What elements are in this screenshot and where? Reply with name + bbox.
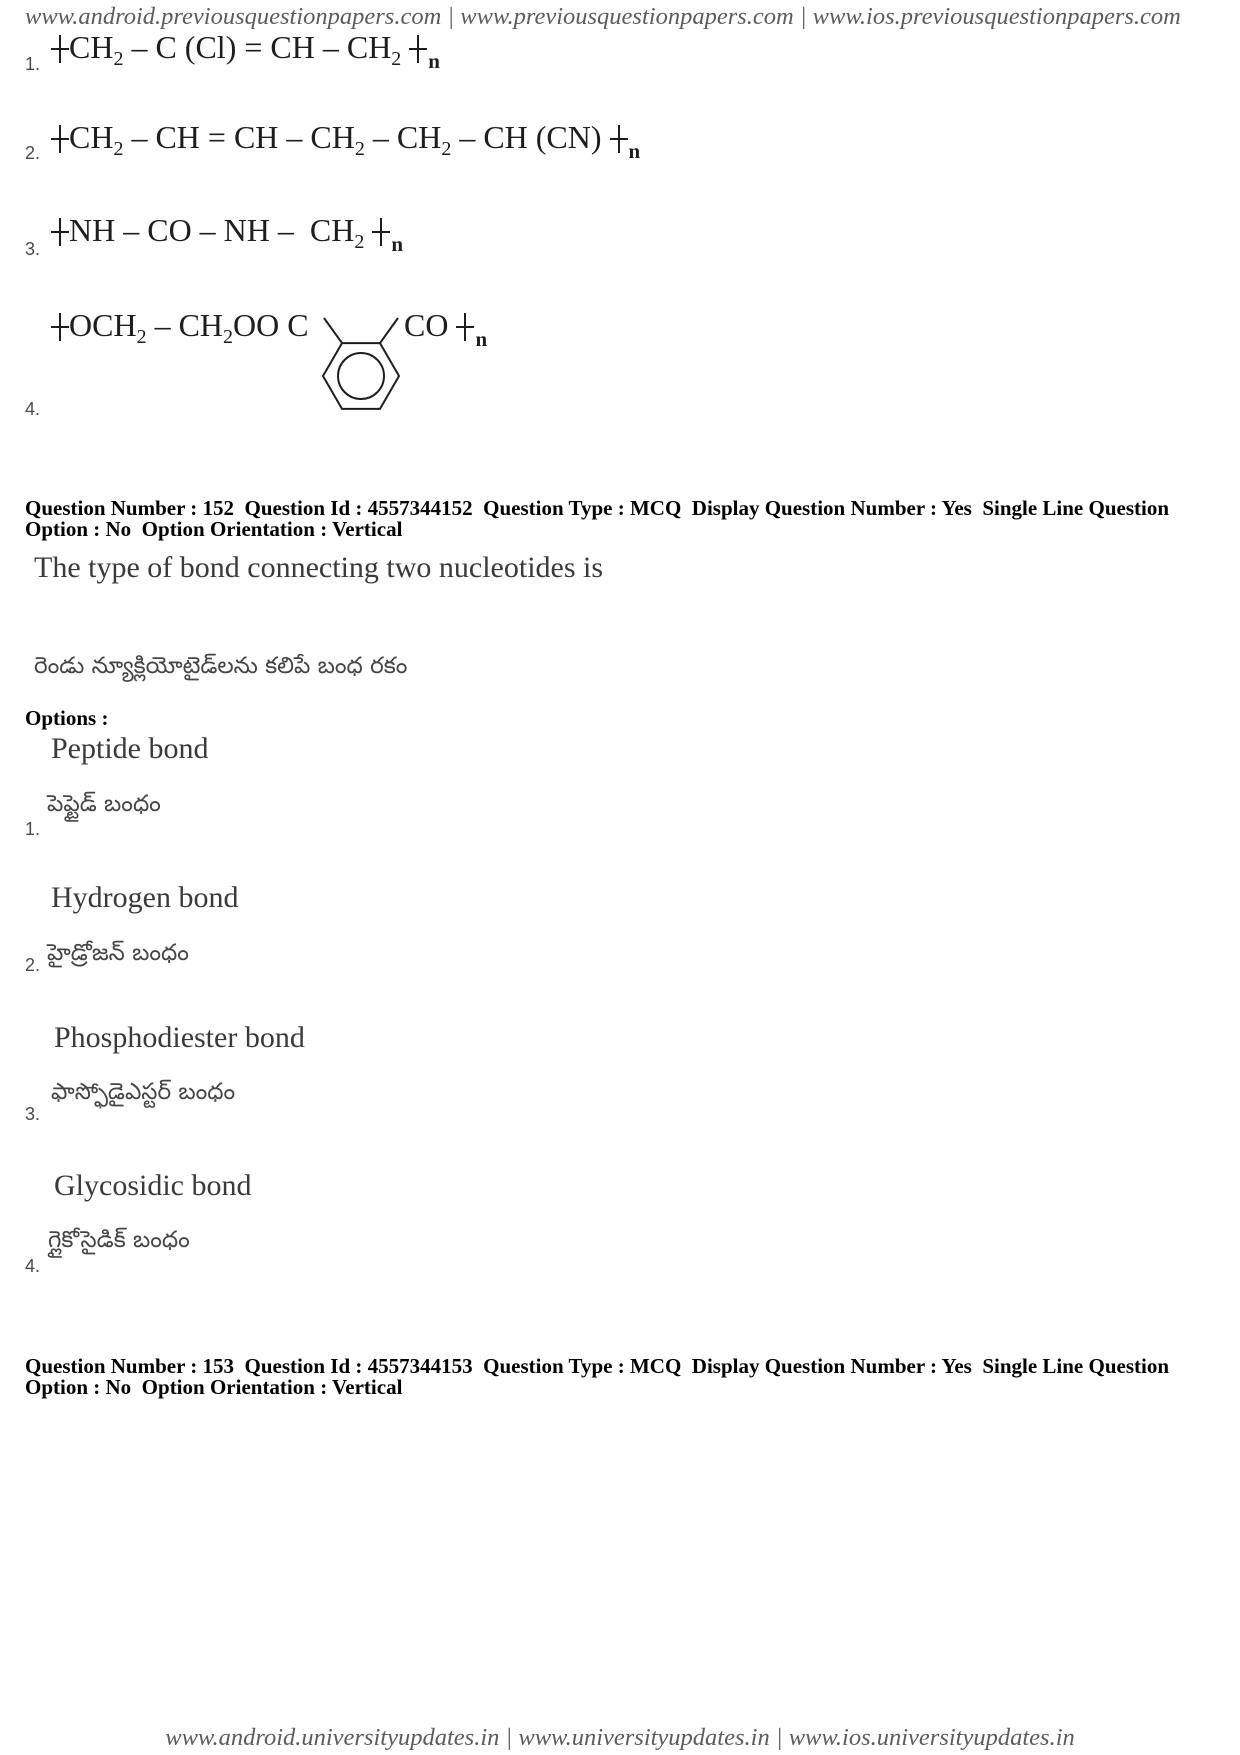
- polymer-bracket-close: [456, 313, 474, 341]
- footer-watermark: www.android.universityupdates.in | www.universityupdates.in | www.ios.universityupdates.in: [165, 1724, 1075, 1751]
- repeat-unit-subscript: n: [628, 139, 641, 163]
- polymer-bracket-open: [51, 125, 69, 153]
- formula-text: – CH: [364, 119, 442, 155]
- polymer-bracket-open: [51, 218, 69, 246]
- option-text-english: Glycosidic bond: [54, 1169, 252, 1202]
- option-text-english: Hydrogen bond: [51, 881, 239, 914]
- question-meta-line: Question Number : 152 Question Id : 4557344152 Question Type : MCQ Display Question Number : Yes Single Line Question: [25, 496, 1170, 520]
- formula-subscript: 2: [391, 48, 402, 70]
- option-text-english: Phosphodiester bond: [54, 1021, 305, 1054]
- formula-text: – C (Cl) = CH – CH: [123, 29, 392, 65]
- formula-text: – CH (CN): [451, 119, 602, 155]
- polymer-formula-3: [51, 212, 404, 256]
- formula-text: CH: [69, 119, 114, 155]
- polymer-formula-4-right: [404, 307, 488, 351]
- question-meta-line: Question Number : 153 Question Id : 4557344153 Question Type : MCQ Display Question Number : Yes Single Line Question: [25, 1354, 1170, 1378]
- repeat-unit-subscript: n: [475, 327, 488, 351]
- option-text-telugu: ఫాస్ఫోడైఎస్టర్ బంధం: [51, 1079, 236, 1105]
- option-number: 1.: [25, 819, 41, 839]
- formula-subscript: 2: [354, 231, 365, 253]
- formula-subscript: 2: [136, 326, 147, 348]
- option-number: 1.: [25, 54, 41, 74]
- formula-text: OO C: [233, 307, 309, 343]
- repeat-unit-subscript: n: [428, 49, 440, 73]
- option-number: 2.: [25, 143, 41, 163]
- formula-subscript: 2: [441, 138, 452, 160]
- polymer-bracket-open: [51, 313, 69, 341]
- formula-subscript: 2: [113, 48, 124, 70]
- option-number: 4.: [25, 1256, 41, 1276]
- option-text-english: Peptide bond: [51, 732, 209, 765]
- option-text-telugu: హైడ్రోజన్ బంధం: [47, 940, 189, 966]
- polymer-formula-4-left: [51, 307, 309, 348]
- header-watermark: www.android.previousquestionpapers.com | www.previousquestionpapers.com | www.ios.previousquestionpapers.com: [25, 3, 1181, 30]
- formula-text: – CH = CH – CH: [123, 119, 355, 155]
- polymer-formula-1: [51, 29, 440, 73]
- option-number: 3.: [25, 1104, 41, 1124]
- ring-bond-right: [380, 318, 398, 343]
- option-text-telugu: గ్లైకోసైడిక్ బంధం: [48, 1227, 190, 1253]
- formula-subscript: 2: [223, 326, 234, 348]
- formula-subscript: 2: [354, 138, 365, 160]
- question-text-english: The type of bond connecting two nucleotides is: [34, 551, 604, 584]
- question-text-telugu: రెండు న్యూక్లియోటైడ్‌లను కలిపే బంధ రకం: [34, 653, 408, 679]
- polymer-bracket-close: [610, 125, 628, 153]
- option-text-telugu: పెప్టైడ్ బంధం: [47, 791, 161, 817]
- question-meta-line: Option : No Option Orientation : Vertical: [25, 1375, 403, 1399]
- option-number: 3.: [25, 239, 41, 259]
- formula-text: – CH: [146, 307, 224, 343]
- question-meta-line: Option : No Option Orientation : Vertical: [25, 517, 403, 541]
- polymer-formula-2: [51, 119, 641, 163]
- polymer-bracket-open: [51, 35, 69, 63]
- benzene-ring: [300, 300, 420, 420]
- formula-text: NH – CO – NH – CH: [69, 212, 355, 248]
- repeat-unit-subscript: n: [391, 232, 404, 256]
- polymer-bracket-close: [409, 35, 427, 63]
- polymer-bracket-close: [372, 218, 390, 246]
- formula-subscript: 2: [113, 138, 124, 160]
- options-label: Options :: [25, 706, 109, 730]
- option-number: 2.: [25, 955, 41, 975]
- aromatic-circle: [338, 353, 384, 399]
- formula-text: OCH: [69, 307, 137, 343]
- option-number: 4.: [25, 399, 41, 419]
- formula-text: CH: [69, 29, 114, 65]
- formula-text: CO: [404, 307, 449, 343]
- ring-bond-left: [324, 318, 342, 343]
